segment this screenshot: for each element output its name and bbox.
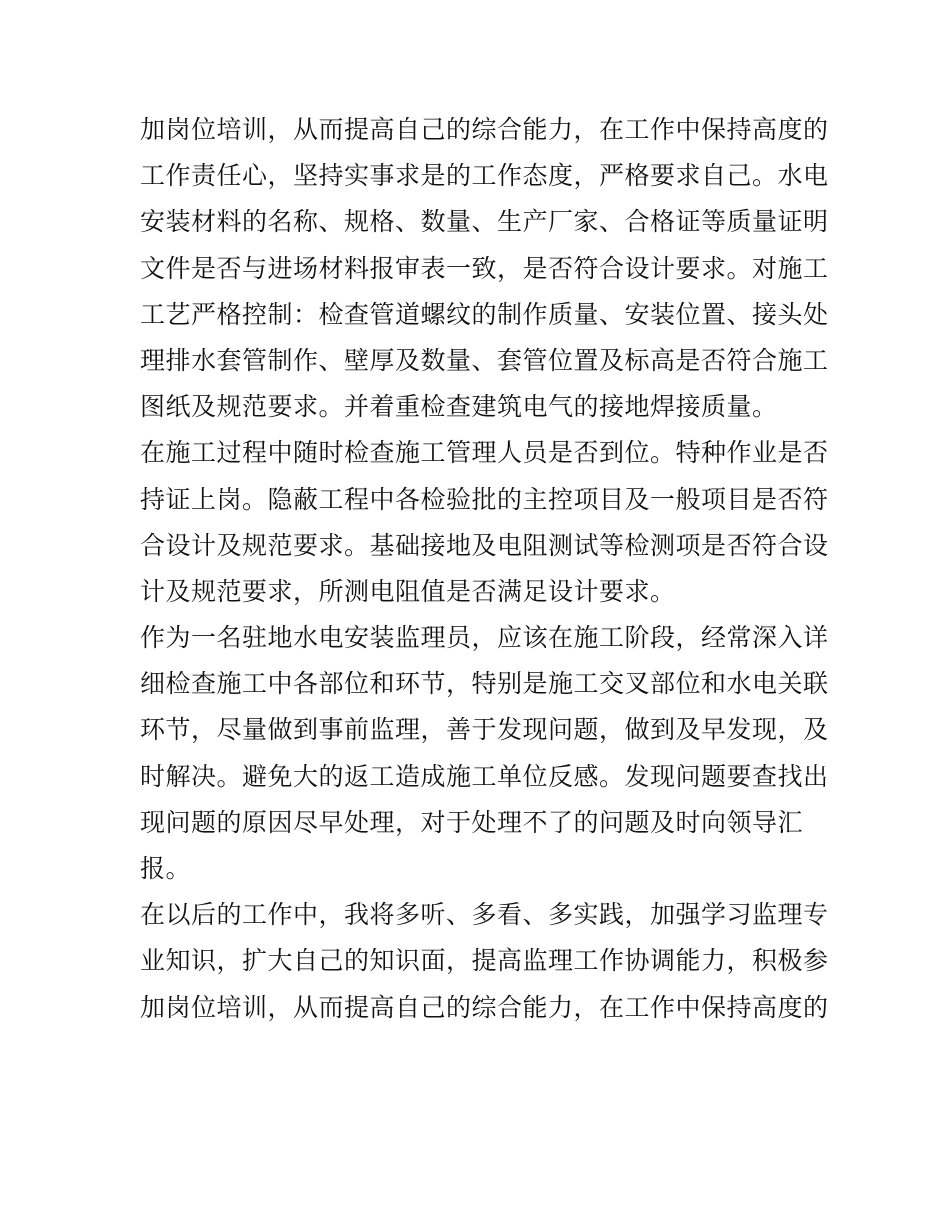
text-line: 加岗位培训，从而提高自己的综合能力，在工作中保持高度的 — [140, 115, 829, 144]
text-line: 细检查施工中各部位和环节，特别是施工交叉部位和水电关联 — [140, 669, 829, 699]
text-line: 报。 — [140, 854, 192, 883]
text-line: 作为一名驻地水电安装监理员，应该在施工阶段，经常深入详 — [140, 623, 829, 653]
text-line: 合设计及规范要求。基础接地及电阻测试等检测项是否符合设 — [140, 530, 829, 560]
text-line: 业知识，扩大自己的知识面，提高监理工作协调能力，积极参 — [140, 946, 829, 976]
text-line: 文件是否与进场材料报审表一致，是否符合设计要求。对施工 — [140, 253, 829, 283]
text-line: 持证上岗。隐蔽工程中各检验批的主控项目及一般项目是否符 — [140, 484, 829, 514]
text-line: 时解决。避免大的返工造成施工单位反感。发现问题要查找出 — [140, 761, 829, 791]
text-line: 环节，尽量做到事前监理，善于发现问题，做到及早发现，及 — [140, 715, 829, 745]
text-line: 现问题的原因尽早处理，对于处理不了的问题及时向领导汇 — [140, 807, 804, 837]
text-line: 工艺严格控制：检查管道螺纹的制作质量、安装位置、接头处 — [140, 299, 829, 329]
text-line: 安装材料的名称、规格、数量、生产厂家、合格证等质量证明 — [140, 207, 829, 237]
text-line: 工作责任心，坚持实事求是的工作态度，严格要求自己。水电 — [140, 161, 829, 191]
text-line: 在施工过程中随时检查施工管理人员是否到位。特种作业是否 — [140, 438, 829, 468]
text-line: 图纸及规范要求。并着重检查建筑电气的接地焊接质量。 — [140, 392, 778, 422]
document-body — [140, 107, 829, 1031]
text-line: 加岗位培训，从而提高自己的综合能力，在工作中保持高度的 — [140, 992, 829, 1022]
text-line: 计及规范要求，所测电阻值是否满足设计要求。 — [140, 576, 676, 606]
text-line: 在以后的工作中，我将多听、多看、多实践，加强学习监理专 — [140, 900, 829, 930]
text-line: 理排水套管制作、壁厚及数量、套管位置及标高是否符合施工 — [140, 345, 829, 375]
